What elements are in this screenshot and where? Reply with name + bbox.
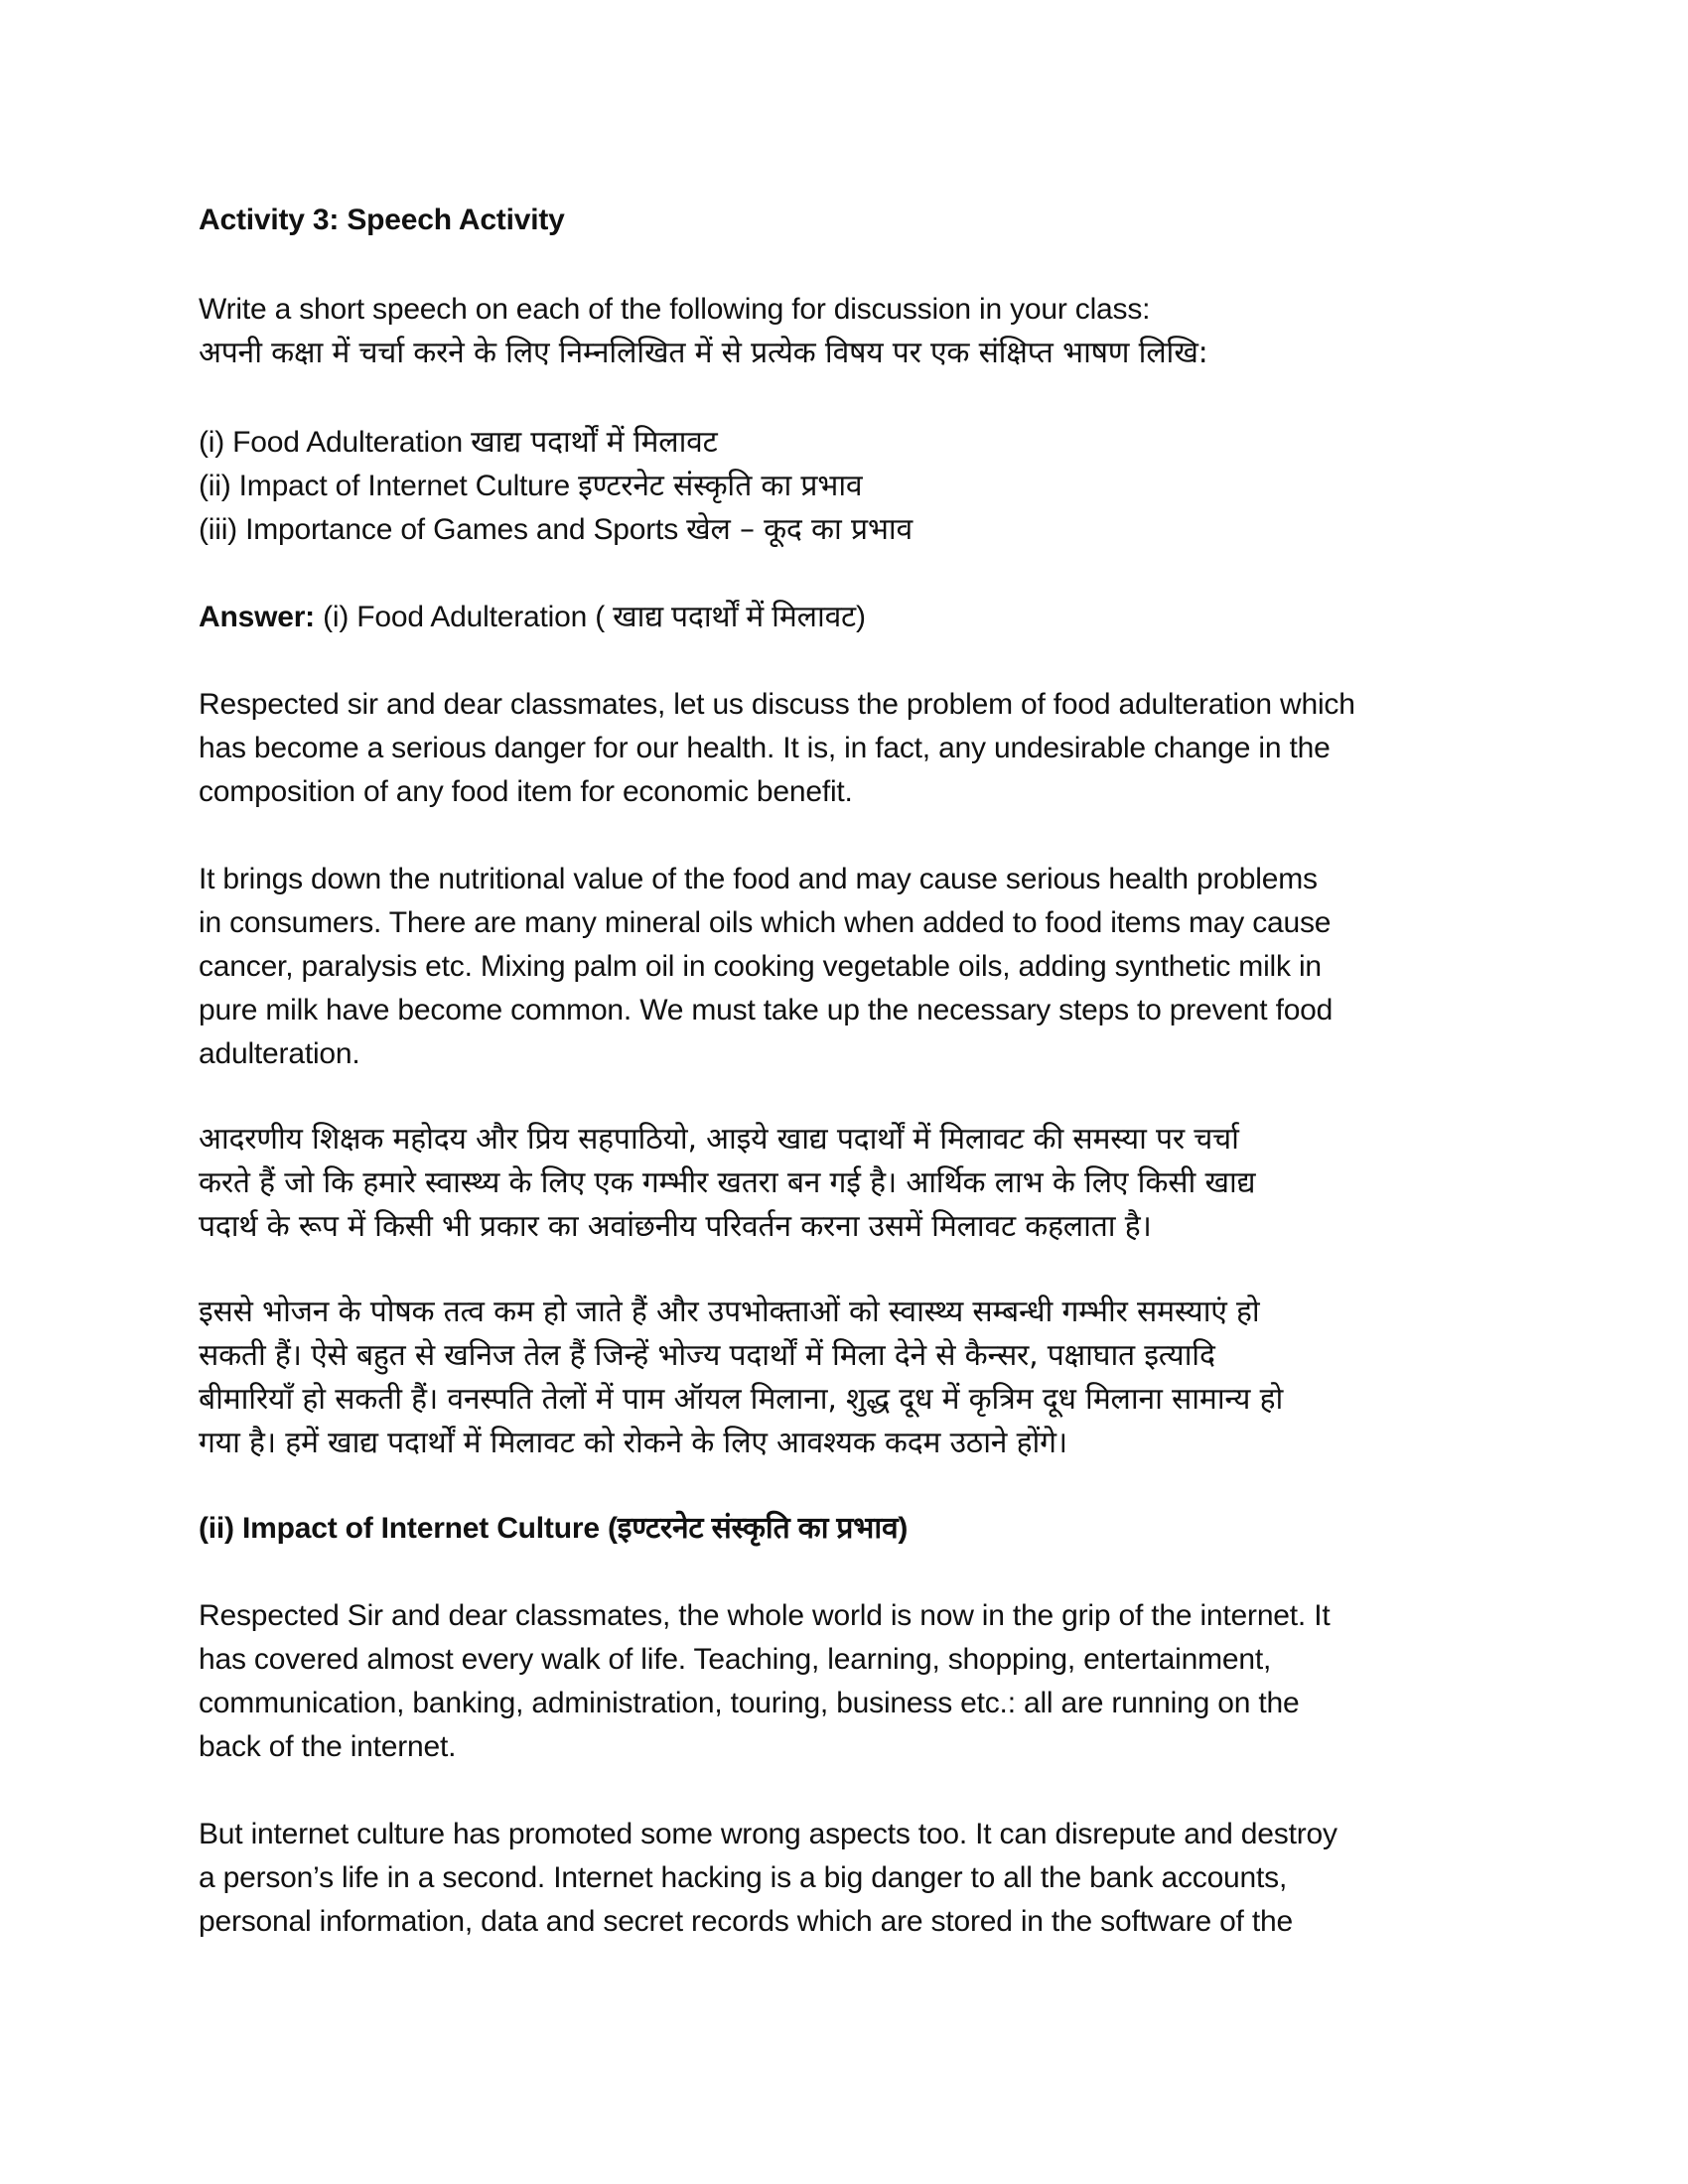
paragraph-line: Respected Sir and dear classmates, the whole world is now in the grip of the internet. It: [199, 1599, 1331, 1632]
topic-english: (iii) Importance of Games and Sports: [199, 513, 678, 546]
topic-hindi: खाद्य पदार्थों में मिलावट: [471, 425, 718, 460]
answer-title: [199, 596, 866, 639]
activity-heading: Activity 3: Speech Activity: [199, 204, 565, 236]
paragraph-line: करते हैं जो कि हमारे स्वास्थ्य के लिए एक गम्भीर खतरा बन गई है। आर्थिक लाभ के लिए किसी खाद्य: [199, 1165, 1256, 1200]
paragraph-line: composition of any food item for economic benefit.: [199, 775, 853, 808]
topic-item: [199, 465, 862, 508]
answer-topic: (i) Food Adulteration ( खाद्य पदार्थों में मिलावट): [323, 601, 866, 633]
paragraph-line: Respected sir and dear classmates, let us discuss the problem of food adulteration which: [199, 688, 1355, 721]
paragraph-line: cancer, paralysis etc. Mixing palm oil in cooking vegetable oils, adding synthetic milk in: [199, 950, 1322, 983]
topic-item: [199, 421, 718, 465]
paragraph-line: communication, banking, administration, touring, business etc.: all are running on the: [199, 1687, 1300, 1719]
paragraph-line: personal information, data and secret records which are stored in the software of the: [199, 1905, 1293, 1938]
paragraph-line: But internet culture has promoted some wrong aspects too. It can disrepute and destroy: [199, 1818, 1337, 1850]
paragraph-line: आदरणीय शिक्षक महोदय और प्रिय सहपाठियो, आइये खाद्य पदार्थों में मिलावट की समस्या पर चर्चा: [199, 1122, 1239, 1157]
topic-hindi: खेल – कूद का प्रभाव: [686, 512, 913, 547]
topic-item: [199, 508, 913, 552]
paragraph-line: सकती हैं। ऐसे बहुत से खनिज तेल हैं जिन्हें भोज्य पदार्थों में मिला देने से कैन्सर, पक्षाघात इत्यादि: [199, 1338, 1215, 1373]
topic-english: (ii) Impact of Internet Culture: [199, 470, 570, 502]
paragraph-line: पदार्थ के रूप में किसी भी प्रकार का अवांछनीय परिवर्तन करना उसमें मिलावट कहलाता है।: [199, 1209, 1152, 1244]
paragraph-line: adulteration.: [199, 1037, 360, 1070]
instruction-english: Write a short speech on each of the following for discussion in your class:: [199, 293, 1151, 326]
topic-english: (i) Food Adulteration: [199, 426, 463, 459]
section-heading-internet: (ii) Impact of Internet Culture (इण्टरनेट संस्कृति का प्रभाव): [199, 1512, 909, 1545]
paragraph-line: has covered almost every walk of life. Teaching, learning, shopping, entertainment,: [199, 1643, 1272, 1676]
answer-label: Answer:: [199, 601, 315, 633]
paragraph-line: in consumers. There are many mineral oils which when added to food items may cause: [199, 906, 1332, 939]
paragraph-line: गया है। हमें खाद्य पदार्थों में मिलावट को रोकने के लिए आवश्यक कदम उठाने होंगे।: [199, 1426, 1067, 1460]
paragraph-line: बीमारियाँ हो सकती हैं। वनस्पति तेलों में पाम ऑयल मिलाना, शुद्ध दूध में कृत्रिम दूध मिलाना सामान्य हो: [199, 1382, 1284, 1417]
paragraph-line: back of the internet.: [199, 1730, 457, 1763]
paragraph-line: इससे भोजन के पोषक तत्व कम हो जाते हैं और उपभोक्ताओं को स्वास्थ्य सम्बन्धी गम्भीर समस्याएं हो: [199, 1295, 1260, 1329]
paragraph-line: has become a serious danger for our health. It is, in fact, any undesirable change in the: [199, 732, 1331, 764]
topic-hindi: इण्टरनेट संस्कृति का प्रभाव: [578, 469, 863, 503]
paragraph-line: a person’s life in a second. Internet hacking is a big danger to all the bank accounts,: [199, 1861, 1288, 1894]
paragraph-line: pure milk have become common. We must take up the necessary steps to prevent food: [199, 994, 1334, 1026]
instruction-hindi: अपनी कक्षा में चर्चा करने के लिए निम्नलिखित में से प्रत्येक विषय पर एक संक्षिप्त भाषण लिखि:: [199, 336, 1208, 370]
paragraph-line: It brings down the nutritional value of the food and may cause serious health problems: [199, 863, 1318, 895]
